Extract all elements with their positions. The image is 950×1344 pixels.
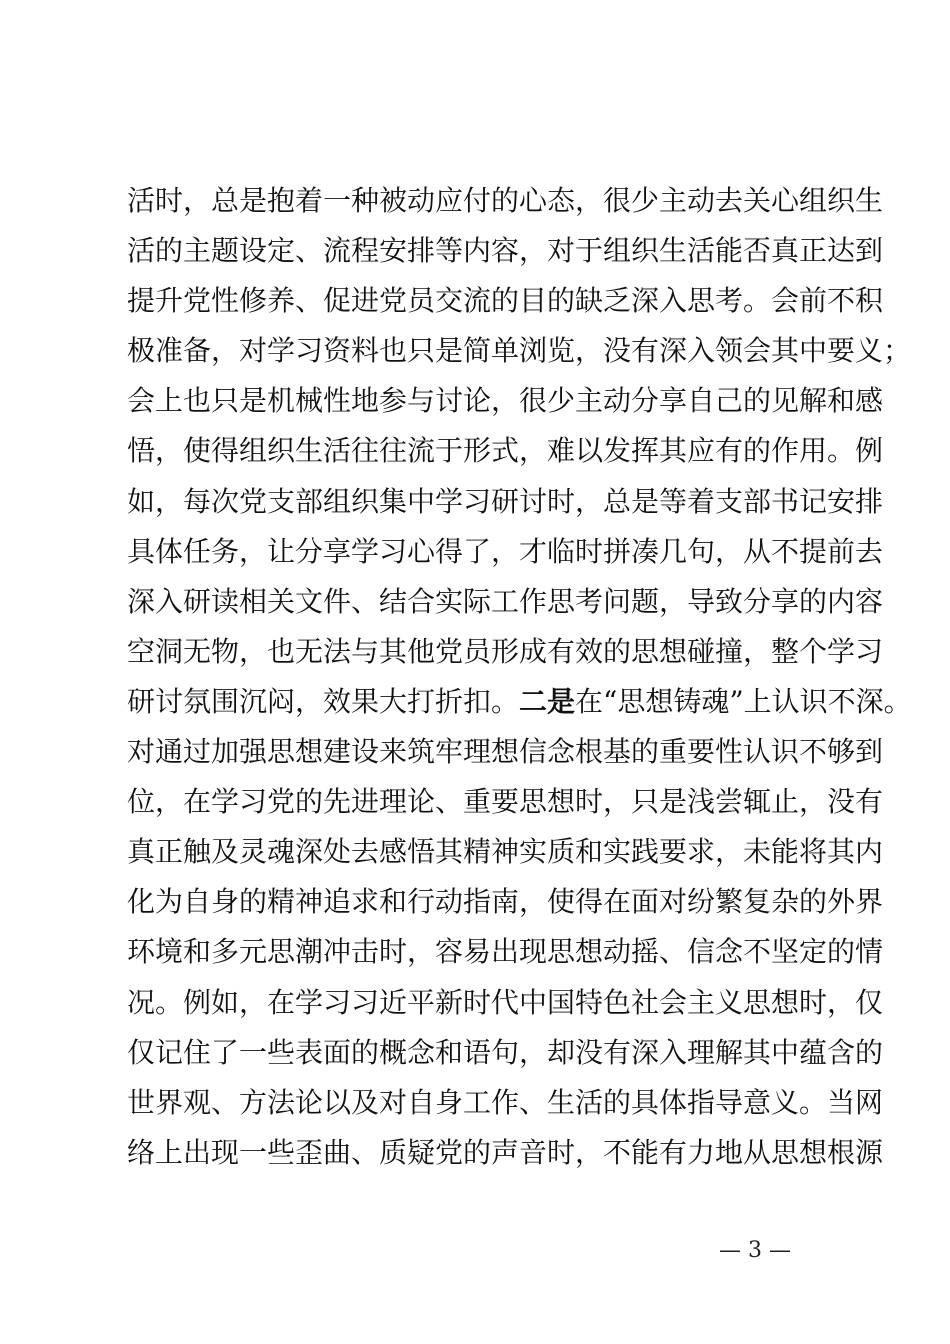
text-line: 环境和多元思潮冲击时，容易出现思想动摇、信念不坚定的情 [127, 935, 884, 969]
text-line: 会上也只是机械性地参与讨论，很少主动分享自己的见解和感 [127, 384, 884, 418]
text-line: 悟，使得组织生活往往流于形式，难以发挥其应有的作用。例 [127, 434, 884, 468]
text-line-with-heading [127, 677, 912, 727]
text-line: 络上出现一些歪曲、质疑党的声音时，不能有力地从思想根源 [127, 1135, 884, 1169]
text-segment: 在“思想铸魂”上认识不深。 [575, 684, 912, 718]
text-line: 世界观、方法论以及对自身工作、生活的具体指导意义。当网 [127, 1085, 884, 1119]
body-text [127, 176, 912, 1178]
text-line: 极准备，对学习资料也只是简单浏览，没有深入领会其中要义； [127, 334, 912, 368]
text-line: 对通过加强思想建设来筑牢理想信念根基的重要性认识不够到 [127, 735, 884, 769]
text-line: 活时，总是抱着一种被动应付的心态，很少主动去关心组织生 [127, 184, 884, 217]
text-line: 具体任务，让分享学习心得了，才临时拼凑几句，从不提前去 [127, 534, 884, 568]
text-line: 仅记住了一些表面的概念和语句，却没有深入理解其中蕴含的 [127, 1035, 884, 1069]
text-line: 化为自身的精神追求和行动指南，使得在面对纷繁复杂的外界 [127, 885, 884, 919]
text-line: 深入研读相关文件、结合实际工作思考问题，导致分享的内容 [127, 584, 884, 618]
text-line: 提升党性修养、促进党员交流的目的缺乏深入思考。会前不积 [127, 284, 884, 318]
text-line: 真正触及灵魂深处去感悟其精神实质和实践要求，未能将其内 [127, 835, 884, 869]
text-line: 活的主题设定、流程安排等内容，对于组织生活能否真正达到 [127, 234, 884, 268]
text-segment: 研讨氛围沉闷，效果大打折扣。 [127, 684, 520, 718]
text-line: 空洞无物，也无法与其他党员形成有效的思想碰撞，整个学习 [127, 634, 884, 668]
text-line: 况。例如，在学习习近平新时代中国特色社会主义思想时，仅 [127, 985, 884, 1019]
text-line: 如，每次党支部组织集中学习研讨时，总是等着支部书记安排 [127, 484, 884, 518]
point-marker-bold: 二是 [519, 684, 576, 718]
page-number: — 3 — [719, 1238, 791, 1263]
text-line: 位，在学习党的先进理论、重要思想时，只是浅尝辄止，没有 [127, 785, 884, 819]
